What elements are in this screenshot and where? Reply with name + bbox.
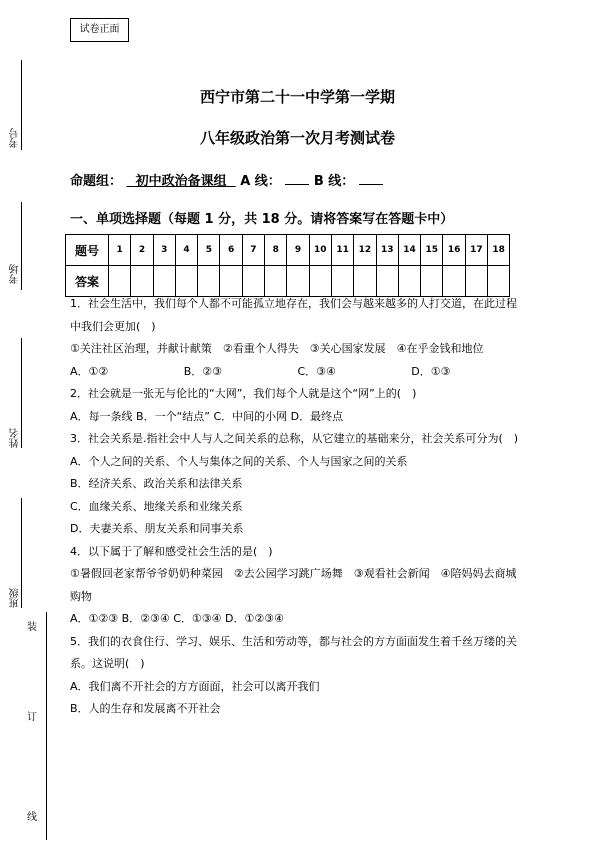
answer-row [66,266,510,297]
question-stem: 3．社会关系是.指社会中人与人之间关系的总称，从它建立的基础来分，社会关系可分为( ) [70,432,519,445]
group-name: 初中政治备课组 [135,174,227,189]
answer-cell[interactable] [465,266,487,297]
a-line-blank[interactable] [285,172,309,185]
binding-char: 订 [27,712,37,723]
question-stem: 4．以下属于了解和感受社会生活的是( ) [70,544,273,558]
answer-row-head: 答案 [66,266,109,297]
question-number: 6 [220,235,242,266]
answer-cell[interactable] [131,266,153,297]
answer-cell[interactable] [488,266,510,297]
class-label: 班级 [10,588,21,608]
question-number: 3 [153,235,175,266]
option: A．个人之间的关系、个人与集体之间的关系、个人与国家之间的关系 [70,454,408,468]
question-number: 12 [354,235,376,266]
exam-id-label: 考号 [10,128,21,148]
question-statements: ①暑假回老家帮爷爷奶奶种菜园 ②去公园学习跳广场舞 ③观看社会新闻 ④陪妈妈去商城购物 [70,567,517,603]
a-line-label: A 线： [240,174,281,189]
exam-side-tag: 试卷正面 [70,18,129,42]
exam-room-label: 考场 [10,264,21,284]
option-row: A．每一条线 B．一个“结点” C．中间的小网 D．最终点 [70,409,344,423]
answer-cell[interactable] [398,266,420,297]
number-row [66,235,510,266]
answer-cell[interactable] [443,266,465,297]
group-value [127,174,236,189]
question-stem: 2．社会就是一张无与伦比的“大网”，我们每个人就是这个“网”上的( ) [70,387,417,400]
question-number: 7 [242,235,264,266]
question-number: 14 [398,235,420,266]
option-row: A．①②③ B．②③④ C．①③④ D．①②③④ [70,612,284,625]
answer-cell[interactable] [153,266,175,297]
group-label: 命题组： [70,174,123,189]
answer-cell[interactable] [242,266,264,297]
option: A．①② [70,364,109,378]
question-number: 9 [287,235,309,266]
option: B．经济关系、政治关系和法律关系 [70,477,243,490]
question-number: 10 [309,235,331,266]
binding-char: 线 [27,812,37,823]
meta-line [70,170,383,189]
question-number: 4 [175,235,197,266]
question-number: 17 [465,235,487,266]
section-heading: 一、单项选择题（每题 1 分，共 18 分。请将答案写在答题卡中） [70,212,454,227]
option: B．人的生存和发展离不开社会 [70,702,221,715]
b-line-blank[interactable] [359,172,383,185]
answer-cell[interactable] [331,266,353,297]
question-number: 2 [131,235,153,266]
option: B．②③ [183,364,223,378]
answer-cell[interactable] [354,266,376,297]
answer-cell[interactable] [265,266,287,297]
question-stem: 5．我们的衣食住行、学习、娱乐、生活和劳动等，都与社会的方方面面发生着千丝万缕的关系。这说明( ) [70,634,517,670]
answer-cell[interactable] [421,266,443,297]
answer-cell[interactable] [220,266,242,297]
answer-cell[interactable] [287,266,309,297]
binding-char: 装 [27,622,37,633]
question-number: 8 [265,235,287,266]
question-number: 5 [198,235,220,266]
school-title: 西宁市第二十一中学第一学期 [199,88,395,106]
answer-cell[interactable] [198,266,220,297]
answer-card [65,234,510,297]
question-statements: ①关注社区治理，并献计献策 ②看重个人得失 ③关心国家发展 ④在乎金钱和地位 [70,342,484,355]
question-number: 11 [331,235,353,266]
question-stem: 1．社会生活中，我们每个人都不可能孤立地存在，我们会与越来越多的人打交道，在此过程中我们会更加( ) [70,297,517,333]
question-number: 18 [488,235,510,266]
option: C．血缘关系、地缘关系和业缘关系 [70,499,243,513]
option: D．①③ [411,364,451,378]
answer-cell[interactable] [309,266,331,297]
binding-line [46,612,47,840]
question-list [70,293,525,721]
exam-title: 八年级政治第一次月考测试卷 [199,129,395,147]
question-number: 13 [376,235,398,266]
b-line-label: B 线： [313,174,355,189]
answer-cell[interactable] [175,266,197,297]
answer-cell[interactable] [109,266,131,297]
option: D．夫妻关系、朋友关系和同事关系 [70,522,244,535]
option-row [70,361,525,384]
number-row-head: 题号 [66,235,109,266]
option: A．我们离不开社会的方方面面，社会可以离开我们 [70,679,320,693]
answer-cell[interactable] [376,266,398,297]
option: C．③④ [297,364,336,378]
question-number: 1 [109,235,131,266]
name-label: 姓名 [10,428,21,448]
question-number: 16 [443,235,465,266]
question-number: 15 [421,235,443,266]
